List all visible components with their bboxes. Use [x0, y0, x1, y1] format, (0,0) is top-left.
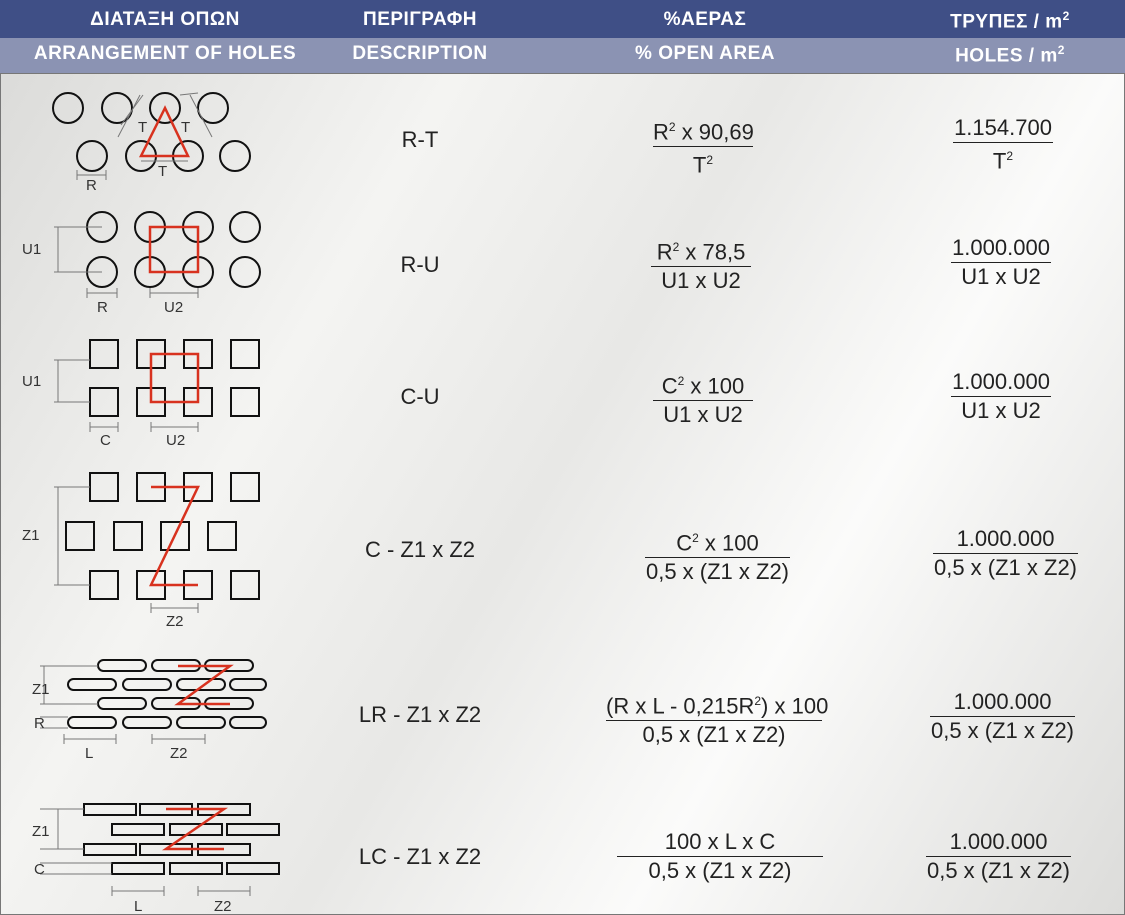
table-row	[0, 330, 1125, 455]
diagram-label-l: L	[85, 745, 94, 762]
diagram-label-r: R	[97, 299, 108, 316]
header-row-greek	[0, 0, 1125, 38]
holes-formula-r-u: 1.000.000 U1 x U2	[952, 235, 1050, 289]
holes-formula-c-z1-z2: 1.000.000 0,5 x (Z1 x Z2)	[933, 526, 1078, 580]
holes-formula-lc-z1-z2: 1.000.000 0,5 x (Z1 x Z2)	[926, 829, 1071, 883]
diagram-label-c: C	[100, 432, 111, 449]
open-area-formula-c-u: $C^2$ x 100 U1 x U2	[653, 368, 753, 428]
diagram-label-z2: Z2	[166, 613, 184, 630]
diagram-label-z2: Z2	[170, 745, 188, 762]
header-row-english	[0, 38, 1125, 73]
description-lr-z1-z2: LR - Z1 x Z2	[358, 702, 482, 727]
diagram-label-z1: Z1	[32, 681, 50, 698]
table-row	[0, 200, 1125, 325]
diagram-label-c: C	[34, 861, 45, 878]
open-area-formula-c-z1-z2: $C^2$ x 100 0,5 x (Z1 x Z2)	[645, 530, 790, 585]
diagram-label-r: R	[86, 177, 97, 194]
holes-formula-r-t: 1.154.700 $T^2$	[954, 115, 1052, 174]
open-area-formula-lc-z1-z2: 100 x L x C 0,5 x (Z1 x Z2)	[617, 828, 823, 884]
diagram-label-u2: U2	[164, 299, 184, 316]
table-row	[0, 790, 1125, 913]
description-r-u: R-U	[400, 252, 440, 277]
header-description-english: DESCRIPTION	[352, 43, 488, 64]
header-open-area-english: % OPEN AREA	[635, 43, 775, 64]
diagram-label-l: L	[134, 898, 143, 913]
diagram-lr-z1-z2	[20, 650, 290, 780]
description-lc-z1-z2: LC - Z1 x Z2	[358, 844, 482, 869]
diagram-label-u2: U2	[166, 432, 186, 449]
diagram-label-t2: T	[181, 119, 191, 136]
header-arrangement-english: ARRANGEMENT OF HOLES	[33, 43, 297, 64]
diagram-r-u	[20, 200, 280, 325]
open-area-formula-r-t: $R^2$ x 90,69 $T^2$	[653, 119, 754, 178]
description-c-u: C-U	[400, 384, 440, 409]
diagram-c-z1-z2	[20, 465, 280, 640]
open-area-formula-lr-z1-z2: (R x L - $0,215R^2$) x 100 0,5 x (Z1 x Z2)	[606, 693, 829, 748]
diagram-label-r: R	[34, 715, 45, 732]
description-c-z1-z2: C - Z1 x Z2	[364, 537, 475, 562]
header-open-area-greek: %ΑΕΡΑΣ	[663, 9, 747, 30]
diagram-r-t	[20, 75, 280, 195]
diagram-label-u1: U1	[22, 373, 42, 390]
header-holes-english: HOLES / $m^2$	[955, 43, 1065, 67]
header-description-greek: ΠΕΡΙΓΡΑΦΗ	[362, 9, 478, 30]
table-row	[0, 75, 1125, 195]
description-r-t: R-T	[401, 127, 439, 152]
table-row	[0, 465, 1125, 640]
diagram-label-t3: T	[158, 163, 168, 180]
diagram-label-t1: T	[138, 119, 148, 136]
open-area-formula-r-u: $R^2$ x 78,5 U1 x U2	[651, 234, 751, 294]
header-arrangement-greek: ΔΙΑΤΑΞΗ ΟΠΩΝ	[90, 9, 240, 30]
header-holes-greek: ΤΡΥΠΕΣ / $m^2$	[950, 9, 1070, 33]
holes-formula-c-u: 1.000.000 U1 x U2	[952, 369, 1050, 423]
diagram-c-u	[20, 330, 280, 455]
diagram-label-u1: U1	[22, 241, 42, 258]
diagram-label-z1: Z1	[22, 527, 40, 544]
table-row	[0, 650, 1125, 780]
diagram-label-z2: Z2	[214, 898, 232, 913]
diagram-lc-z1-z2	[20, 790, 290, 913]
holes-formula-lr-z1-z2: 1.000.000 0,5 x (Z1 x Z2)	[930, 689, 1075, 743]
diagram-label-z1: Z1	[32, 823, 50, 840]
